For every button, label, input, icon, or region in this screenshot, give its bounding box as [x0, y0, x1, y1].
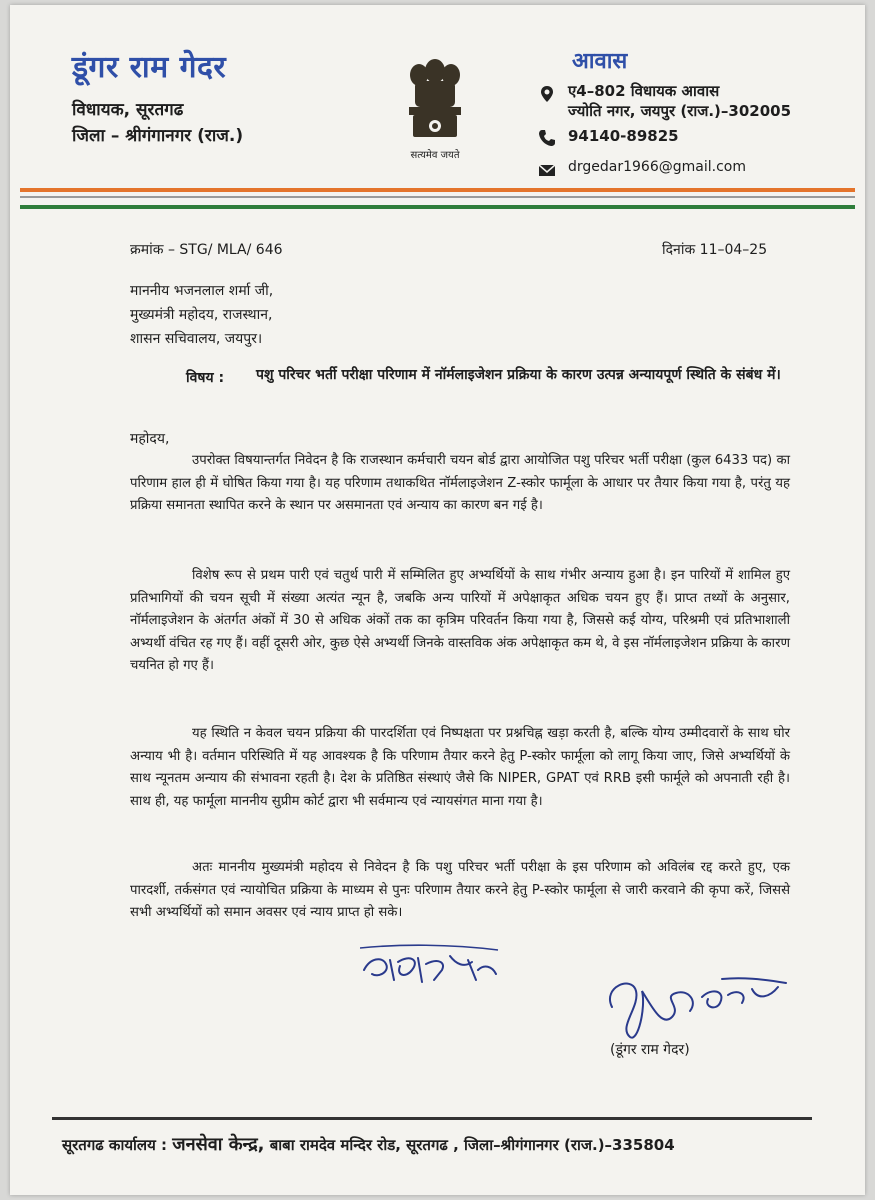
- recipient-line: माननीय भजनलाल शर्मा जी,: [130, 283, 274, 299]
- reference-number: क्रमांक – STG/ MLA/ 646: [130, 242, 283, 258]
- emblem-motto: सत्यमेव जयते: [410, 150, 460, 161]
- letter-page: [10, 5, 865, 1195]
- location-pin-icon: [538, 85, 556, 103]
- salutation: महोदय,: [130, 431, 170, 447]
- email-icon: [538, 161, 556, 179]
- saffron-divider: [20, 188, 855, 192]
- designation: विधायक, सूरतगढ: [72, 100, 184, 120]
- signature: [602, 967, 792, 1047]
- signatory-name: (डूंगर राम गेदर): [610, 1042, 690, 1058]
- letter-date: दिनांक 11–04–25: [662, 242, 768, 258]
- footer-address: [62, 1132, 675, 1156]
- recipient-line: शासन सचिवालय, जयपुर।: [130, 331, 263, 347]
- body-paragraph: विशेष रूप से प्रथम पारी एवं चतुर्थ पारी में सम्मिलित हुए अभ्यर्थियों के साथ गंभीर अन्याय हुआ है। इन पारियों में शामिल हुए प्रतिभागियों की चयन सूची में संख्या अत्यंत न्यून है, जबकि अन्य पारियों में अपेक्षाकृत अधिक चयन हुए हैं। प्राप्त तथ्यों के अनुसार, नॉर्मलाइजेशन के अंतर्गत अंकों में 30 से अधिक अंकों तक का कृत्रिम परिवर्तन किया गया है, जिससे कई योग्य, परिश्रमी एवं प्रतिभाशाली अभ्यर्थी वंचित रह गए हैं। वहीं दूसरी ओर, कुछ ऐसे अभ्यर्थी जिनके वास्तविक अंक अपेक्षाकृत कम थे, वे इस नॉर्मलाइजेशन प्रक्रिया के कारण चयनित हो गए हैं।: [130, 568, 791, 673]
- handwritten-closing: [360, 940, 500, 985]
- mla-name: डूंगर राम गेदर: [72, 50, 227, 85]
- address-line-2: ज्योति नगर, जयपुर (राज.)–302005: [568, 102, 792, 120]
- address-heading: आवास: [572, 49, 628, 74]
- footer-divider: [52, 1117, 812, 1120]
- body-paragraph: अतः माननीय मुख्यमंत्री महोदय से निवेदन है कि पशु परिचर भर्ती परीक्षा के इस परिणाम को अविलंब रद्द करते हुए, एक पारदर्शी, तर्कसंगत एवं न्यायोचित प्रक्रिया के माध्यम से पुनः परिणाम तैयार करने हेतु P-स्कोर फार्मूला से जारी करवाने की कृपा करें, जिससे सभी अभ्यर्थियों को समान अवसर एवं न्याय प्राप्त हो सके।: [130, 860, 790, 920]
- footer-center-name: जनसेवा केन्द्र,: [172, 1134, 265, 1155]
- phone-number: 94140-89825: [568, 127, 679, 145]
- grey-divider: [20, 196, 855, 198]
- district: जिला – श्रीगंगानगर (राज.): [72, 126, 244, 146]
- subject-label: विषय :: [186, 370, 225, 386]
- body-paragraph: उपरोक्त विषयान्तर्गत निवेदन है कि राजस्थान कर्मचारी चयन बोर्ड द्वारा आयोजित पशु परिचर भर्ती परीक्षा (कुल 6433 पद) का परिणाम हाल ही में घोषित किया गया है। यह परिणाम तथाकथित नॉर्मलाइजेशन Z-स्कोर फार्मूला के आधार पर तैयार किया गया है, परंतु यह प्रक्रिया समानता स्थापित करने के स्थान पर असमानता एवं अन्याय का कारण बन गई है।: [130, 453, 790, 513]
- footer-label: सूरतगढ कार्यालय :: [62, 1136, 168, 1154]
- address-line-1: ए4–802 विधायक आवास: [568, 82, 720, 100]
- phone-icon: [538, 129, 556, 147]
- green-divider: [20, 205, 855, 209]
- body-paragraph: यह स्थिति न केवल चयन प्रक्रिया की पारदर्शिता एवं निष्पक्षता पर प्रश्नचिह्न खड़ा करती है, बल्कि योग्य उम्मीदवारों के साथ घोर अन्याय भी है। वर्तमान परिस्थिति में यह आवश्यक है कि परिणाम तैयार करने हेतु P-स्कोर फार्मूला को लागू किया जाए, जिसे अभ्यर्थियों के साथ न्यूनतम अन्याय की संभावना रहती है। देश के प्रतिष्ठित संस्थाएं जैसे कि NIPER, GPAT एवं RRB इसी फार्मूले को अपनाती रही है। साथ ही, यह फार्मूला माननीय सुप्रीम कोर्ट द्वारा भी सर्वमान्य एवं न्यायसंगत माना गया है।: [130, 726, 790, 809]
- recipient-line: मुख्यमंत्री महोदय, राजस्थान,: [130, 307, 273, 323]
- subject-text: पशु परिचर भर्ती परीक्षा परिणाम में नॉर्मलाइजेशन प्रक्रिया के कारण उत्पन्न अन्यायपूर्ण स्थिति के संबंध में।: [256, 367, 781, 383]
- email-address: drgedar1966@gmail.com: [568, 159, 746, 175]
- footer-address-text: बाबा रामदेव मन्दिर रोड, सूरतगढ , जिला–श्रीगंगानगर (राज.)–335804: [269, 1136, 675, 1154]
